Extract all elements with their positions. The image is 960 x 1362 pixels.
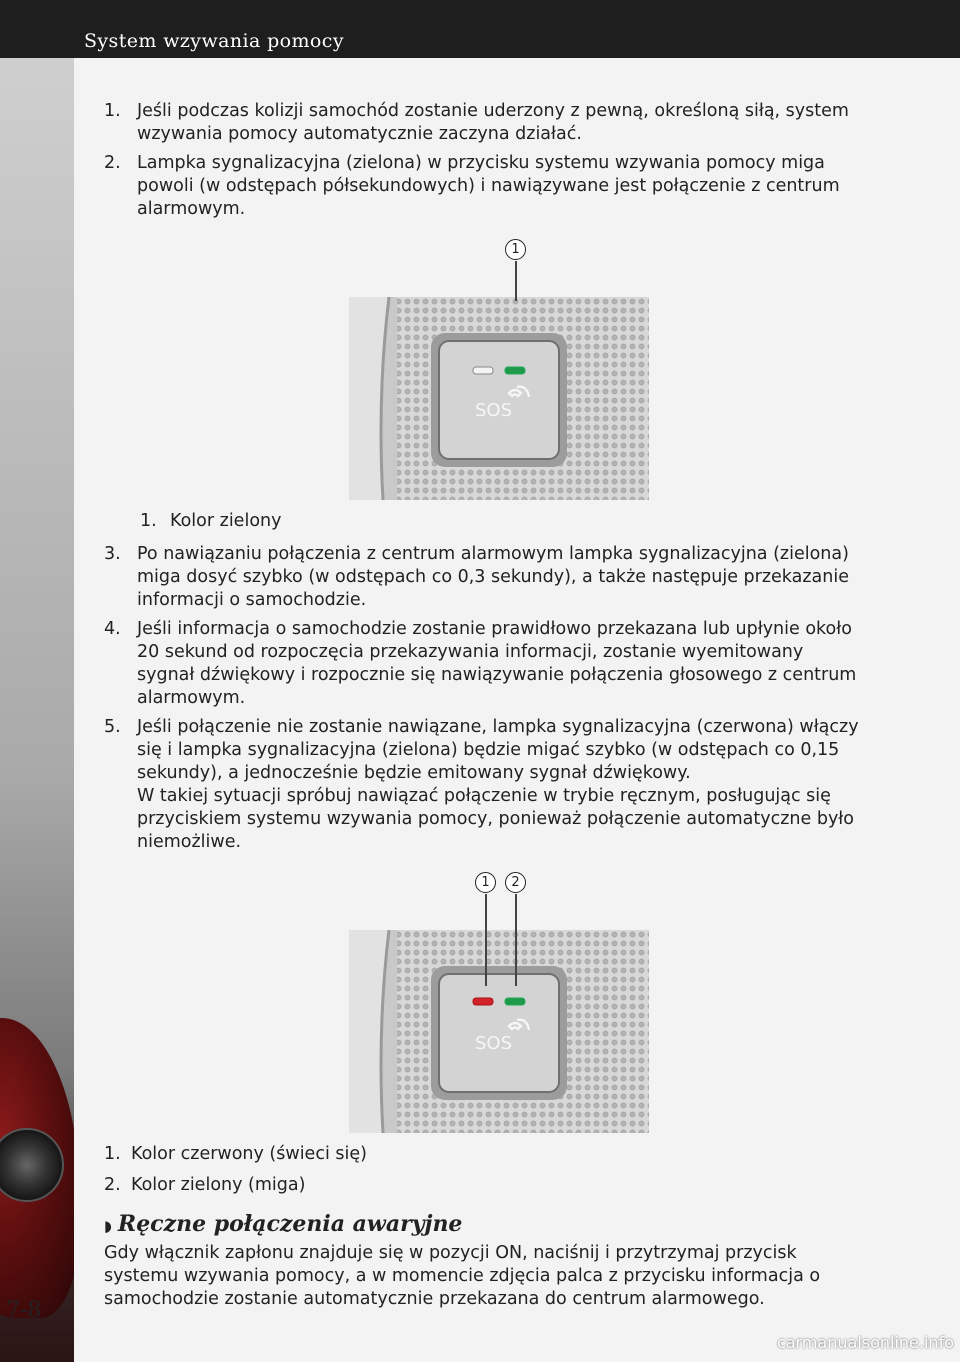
figure-caption [104,1174,864,1197]
main-content [104,100,864,1311]
caption-number: 1. [140,511,157,531]
figure-caption [104,1143,864,1166]
list-item [104,618,864,710]
list-item [104,152,864,221]
section-heading [104,1213,864,1238]
sos-button-figure-2 [349,868,649,1133]
page-number: 7-8 [6,1298,42,1323]
caption-number: 2. [104,1175,121,1195]
list-item [104,543,864,612]
list-text: Jeśli informacja o samochodzie zostanie prawidłowo przekazana lub upłynie około 20 sekund od rozpoczęcia przekazywania informacji, zostanie wyemitowany sygnał dźwiękowy i rozpocznie się nawiązywanie połączenia głosowego z centrum alarmowym. [137,619,857,708]
list-text: Jeśli podczas kolizji samochód zostanie uderzony z pewną, określoną siłą, system wzywania pomocy automatycznie zaczyna działać. [137,101,849,144]
list-number: 1. [104,101,121,121]
header-title: System wzywania pomocy [84,30,344,52]
sos-button-figure-1 [349,235,649,500]
section-marker-icon: ◗ [104,1217,112,1235]
callout-1: 1 [505,239,526,260]
watermark: carmanualsonline.info [776,1333,954,1352]
callout-area [349,235,649,297]
figure-caption [104,510,864,533]
list-number: 5. [104,717,121,737]
caption-text: Kolor zielony (miga) [131,1175,306,1195]
callout-area [349,868,649,930]
sos-button-photo [349,297,649,500]
list-text: Po nawiązaniu połączenia z centrum alarmowym lampka sygnalizacyjna (zielona) miga dosyć szybko (w odstępach co 0,3 sekundy), a także następuje przekazanie informacji o samochodzie. [137,544,849,610]
leader-line [515,894,517,986]
list-item [104,716,864,854]
callout-2: 2 [505,872,526,893]
sos-button-photo [349,930,649,1133]
list-number: 3. [104,544,121,564]
page-header [0,0,960,58]
list-text: Lampka sygnalizacyjna (zielona) w przycisku systemu wzywania pomocy miga powoli (w odstępach półsekundowych) i nawiązywane jest połączenie z centrum alarmowym. [137,153,840,219]
caption-text: Kolor zielony [170,511,282,531]
section-paragraph: Gdy włącznik zapłonu znajduje się w pozycji ON, naciśnij i przytrzymaj przycisk systemu wzywania pomocy, a w momencie zdjęcia palca z przycisku informacja o samochodzie zostanie automatycznie przekazana do centrum alarmowego. [104,1243,821,1309]
leader-line [515,261,517,301]
callout-1: 1 [475,872,496,893]
list-text: Jeśli połączenie nie zostanie nawiązane, lampka sygnalizacyjna (czerwona) włączy się i lampka sygnalizacyjna (zielona) będzie migać szybko (w odstępach co 0,15 sekundy), a jednocześnie będzie emitowany sygnał dźwiękowy. [137,717,859,783]
list-item [104,100,864,146]
caption-number: 1. [104,1144,121,1164]
sidebar-decoration [0,58,74,1362]
sos-label: SOS [475,400,513,421]
caption-text: Kolor czerwony (świeci się) [131,1144,367,1164]
leader-line [485,894,487,986]
list-text-continued: W takiej sytuacji spróbuj nawiązać połączenie w trybie ręcznym, posługując się przyciskiem systemu wzywania pomocy, ponieważ połączenie automatyczne było niemożliwe. [137,786,854,852]
sos-label: SOS [475,1033,513,1054]
list-number: 4. [104,619,121,639]
list-number: 2. [104,153,121,173]
section-title-text: Ręczne połączenia awaryjne [117,1211,463,1237]
